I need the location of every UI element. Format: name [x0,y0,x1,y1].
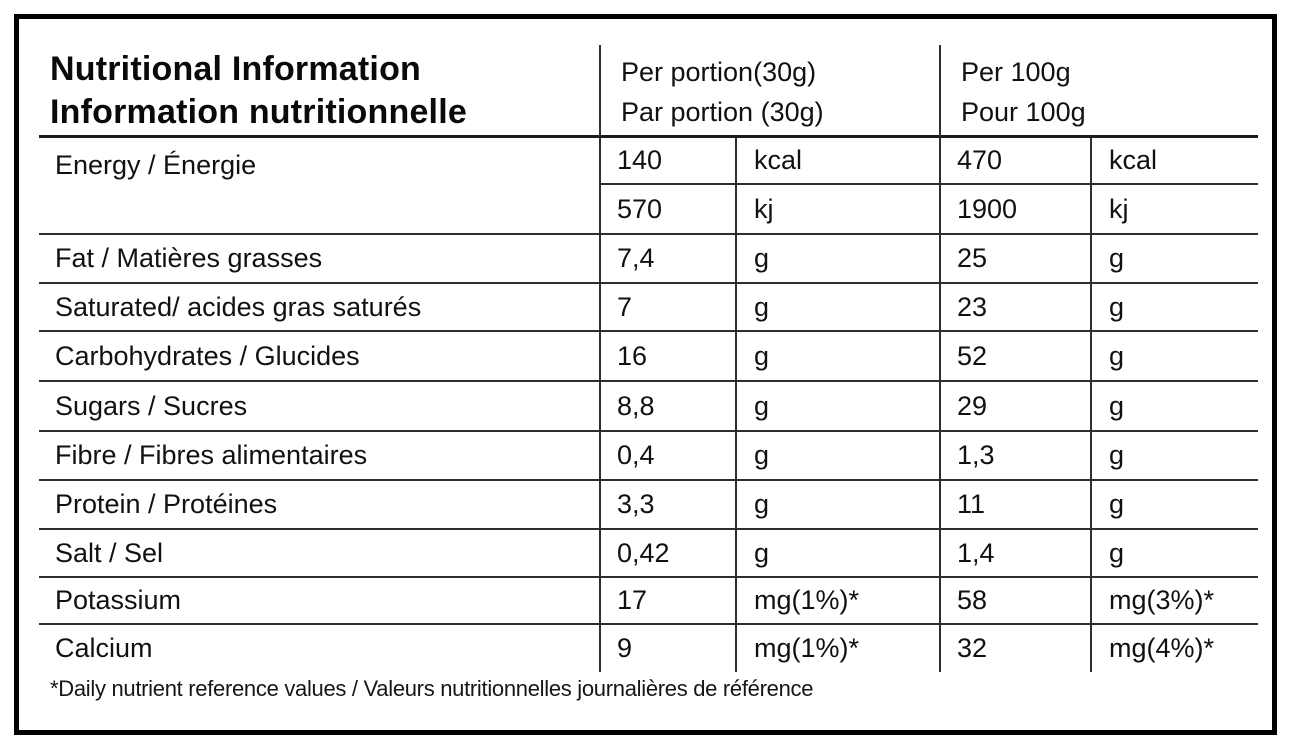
row-label-energy: Energy / Énergie [39,138,599,235]
row-label-sugars: Sugars / Sucres [39,382,599,432]
portion-value-salt: 0,42 [599,530,735,578]
per100-value-energy-kcal: 470 [939,138,1090,185]
portion-unit-carbohydrates: g [735,332,939,382]
row-label-saturated: Saturated/ acides gras saturés [39,284,599,332]
portion-unit-protein: g [735,481,939,530]
column-header-per-portion-en: Per portion(30g) [621,57,817,87]
column-header-per-100g-fr: Pour 100g [961,97,1086,127]
per100-value-sugars: 29 [939,382,1090,432]
portion-unit-salt: g [735,530,939,578]
portion-unit-energy-kcal: kcal [735,138,939,185]
portion-value-fat: 7,4 [599,235,735,284]
portion-value-calcium: 9 [599,625,735,672]
per100-unit-energy-kcal: kcal [1090,138,1258,185]
row-label-calcium: Calcium [55,633,153,663]
row-label-fibre: Fibre / Fibres alimentaires [39,432,599,481]
per100-unit-energy-kj: kj [1090,185,1258,235]
table-title [39,45,599,138]
portion-value-potassium: 17 [599,578,735,625]
portion-unit-energy-kj: kj [735,185,939,235]
portion-unit-calcium: mg(1%)* [735,625,939,672]
per100-value-calcium: 32 [939,625,1090,672]
portion-unit-fibre: g [735,432,939,481]
column-header-per-100g [939,45,1258,138]
per100-value-energy-kj: 1900 [939,185,1090,235]
row-label-fat: Fat / Matières grasses [39,235,599,284]
column-header-per-portion [599,45,939,138]
portion-unit-sugars: g [735,382,939,432]
per100-unit-protein: g [1090,481,1258,530]
per100-unit-carbohydrates: g [1090,332,1258,382]
portion-value-carbohydrates: 16 [599,332,735,382]
per100-unit-fat: g [1090,235,1258,284]
per100-value-fibre: 1,3 [939,432,1090,481]
portion-unit-saturated: g [735,284,939,332]
per100-value-protein: 11 [939,481,1090,530]
nutrition-label-frame [14,14,1277,735]
per100-value-carbohydrates: 52 [939,332,1090,382]
portion-value-sugars: 8,8 [599,382,735,432]
row-label-carbohydrates: Carbohydrates / Glucides [39,332,599,382]
per100-unit-fibre: g [1090,432,1258,481]
per100-unit-salt: g [1090,530,1258,578]
column-header-per-100g-en: Per 100g [961,57,1071,87]
portion-value-protein: 3,3 [599,481,735,530]
per100-value-saturated: 23 [939,284,1090,332]
portion-value-energy-kj: 570 [599,185,735,235]
table-title-line-en: Nutritional Information [50,50,422,88]
per100-unit-calcium: mg(4%)* [1090,625,1258,672]
column-header-per-portion-fr: Par portion (30g) [621,97,824,127]
daily-reference-footnote: *Daily nutrient reference values / Valeurs nutritionnelles journalières de référence [50,676,814,701]
row-label-salt: Salt / Sel [39,530,599,578]
portion-unit-potassium: mg(1%)* [735,578,939,625]
portion-value-energy-kcal: 140 [599,138,735,185]
per100-unit-potassium: mg(3%)* [1090,578,1258,625]
row-label-protein: Protein / Protéines [39,481,599,530]
per100-unit-saturated: g [1090,284,1258,332]
per100-value-potassium: 58 [939,578,1090,625]
per100-value-salt: 1,4 [939,530,1090,578]
portion-value-fibre: 0,4 [599,432,735,481]
table-title-line-fr: Information nutritionnelle [50,93,467,131]
per100-unit-sugars: g [1090,382,1258,432]
row-label-potassium: Potassium [39,578,599,625]
per100-value-fat: 25 [939,235,1090,284]
nutrition-table [39,45,1258,672]
portion-unit-fat: g [735,235,939,284]
portion-value-saturated: 7 [599,284,735,332]
